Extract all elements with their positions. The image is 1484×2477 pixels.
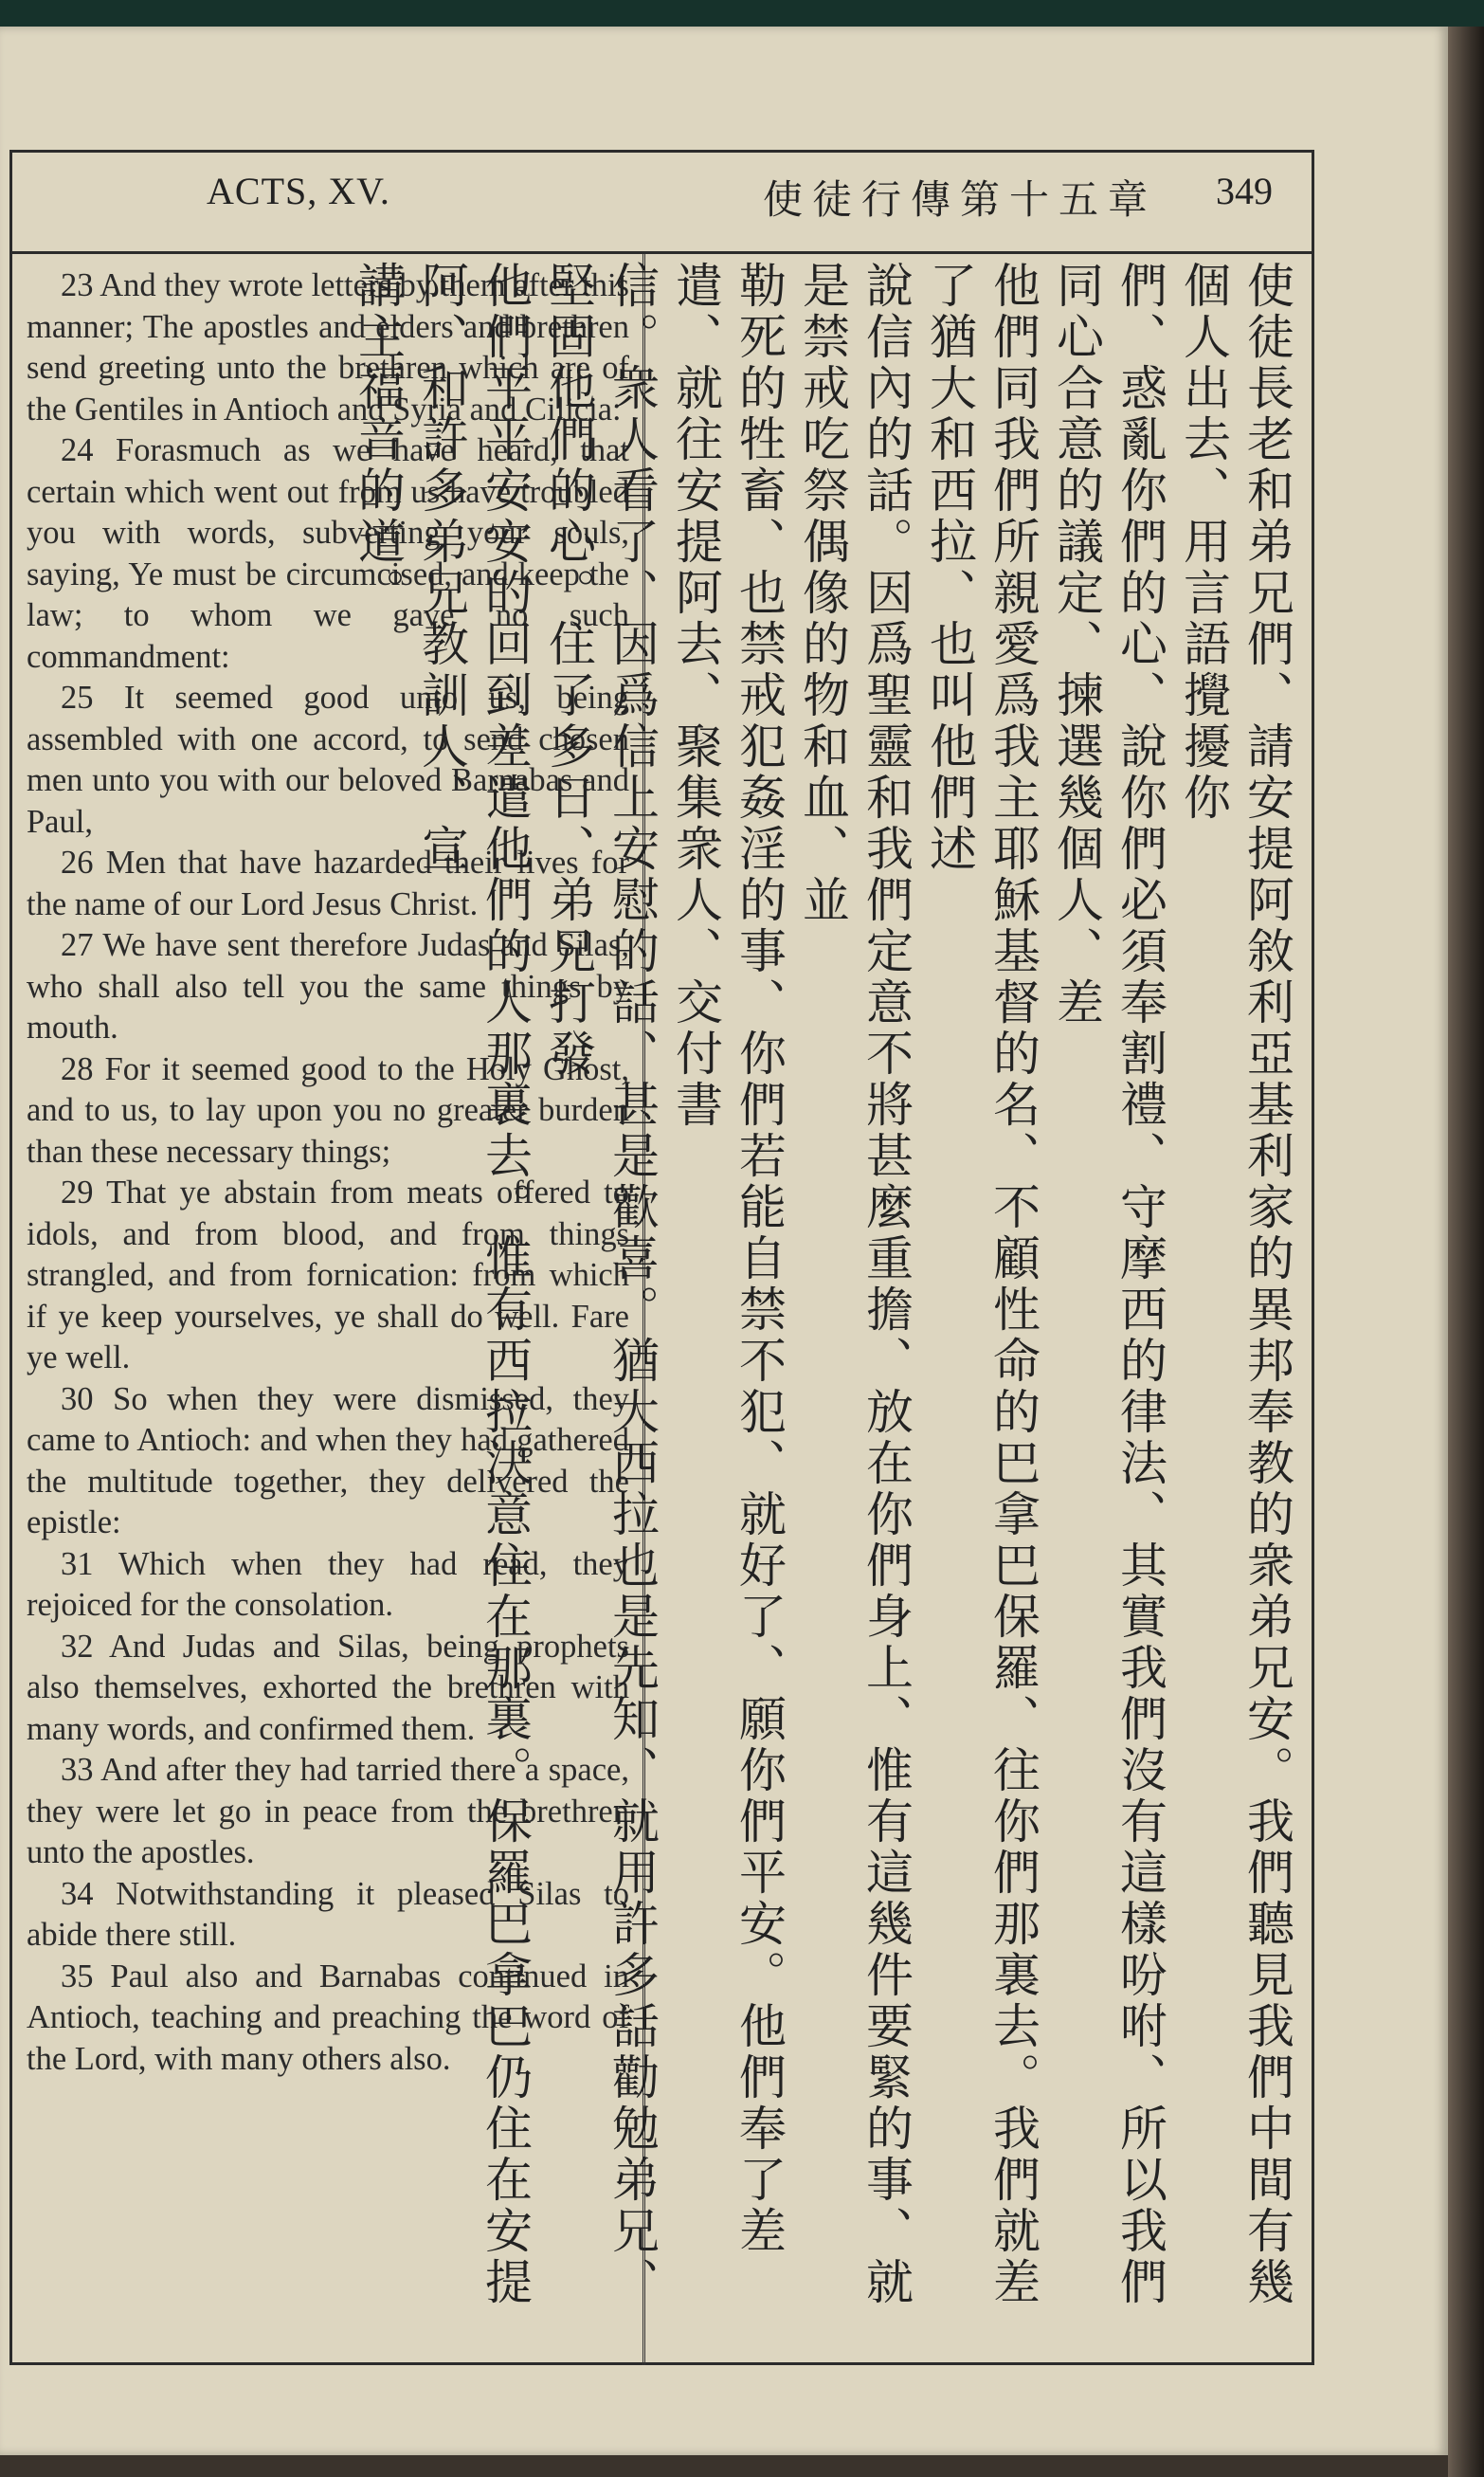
verse-text: And after they had tarried there a space, they were let go in peace from the brethren unto the apostles. xyxy=(27,1752,629,1870)
chinese-running-title: 使徒行傳第十五章 xyxy=(763,176,1158,223)
verse-number: 26 xyxy=(61,845,106,881)
chinese-column: 他們平平安安的回到差遣他們的人那裏去。惟有西拉決意住在那裏。保羅巴拿巴仍住在安提阿、和許多弟兄教訓人、宣 xyxy=(414,261,533,2308)
chinese-column: 勒死的牲畜、也禁戒犯姦淫的事、你們若能自禁不犯、就好了、願你們平安。他們奉了差遣、就往安提阿去、聚集衆人、交付書 xyxy=(668,261,787,2257)
verse-number: 28 xyxy=(61,1050,105,1087)
verse-number: 24 xyxy=(61,432,117,468)
top-edge xyxy=(0,0,1484,27)
verse-text: And they wrote letters by them after this manner; The apostles and elders and brethren send greeting unto the brethren which are of the Gentiles in Antioch and Syria and Cilicia: xyxy=(27,267,629,428)
verse-number: 34 xyxy=(61,1875,117,1912)
verse-text: And Judas and Silas, being prophets also themselves, exhorted the brethren with many words, and confirmed them. xyxy=(27,1628,629,1747)
verse-text: For it seemed good to the Holy Ghost, and to us, to lay upon you no greater burden than these necessary things; xyxy=(27,1050,629,1170)
english-running-title: ACTS, XV. xyxy=(207,170,390,212)
verse-number: 29 xyxy=(61,1175,107,1211)
chinese-column: 他們同我們所親愛爲我主耶穌基督的名、不顧性命的巴拿巴保羅、往你們那裏去。我們就差了猶大和西拉、也叫他們述 xyxy=(922,261,1041,2308)
verse-text: Which when they had read, they rejoiced for the consolation. xyxy=(27,1545,629,1623)
verse-number: 27 xyxy=(61,927,103,963)
verse-number: 23 xyxy=(61,267,100,303)
verse-text: We have sent therefore Judas and Silas, who shall also tell you the same things by mouth. xyxy=(27,927,629,1046)
verse-text: Paul also and Barnabas continued in Antioch, teaching and preaching the word of the Lord, with many others also. xyxy=(27,1958,629,2077)
verse-text: That ye abstain from meats offered to idols, and from blood, and from things strangled, and from fornication: from which if ye keep yourselves, ye shall do well. Fare ye well. xyxy=(27,1175,629,1375)
verse-number: 32 xyxy=(61,1628,109,1665)
chinese-column: 說信內的話。因爲聖靈和我們定意不將甚麼重擔、放在你們身上、惟有這幾件要緊的事、就是禁戒吃祭偶像的物和血、並 xyxy=(795,261,914,2308)
verse-text: It seemed good unto us, being assembled with one accord, to send chosen men unto you with our beloved Barnabas and Paul, xyxy=(27,680,630,840)
chinese-text-column xyxy=(351,261,1298,2351)
chinese-column: 講主福音的道。 xyxy=(351,261,406,619)
page-number: 349 xyxy=(1216,170,1273,212)
chinese-column: 信。衆人看了、因爲信上安慰的話、甚是歡喜。猶大西拉也是先知、就用許多話勸勉弟兄、堅固他們的心。住了多日、弟兄打發 xyxy=(541,261,660,2308)
verse-text: Notwithstanding it pleased Silas to abide there still. xyxy=(27,1875,630,1953)
book-spine xyxy=(1448,27,1484,2477)
chinese-column: 使徒長老和弟兄們、請安提阿敘利亞基利家的異邦奉教的衆弟兄安。我們聽見我們中間有幾個人出去、用言語攪擾你 xyxy=(1176,261,1294,2308)
verse-number: 33 xyxy=(61,1752,101,1788)
chinese-column: 們、惑亂你們的心、說你們必須奉割禮、守摩西的律法、其實我們沒有這樣吩咐、所以我們同心合意的議定、揀選幾個人、差 xyxy=(1049,261,1167,2308)
verse-text: Forasmuch as we have heard, that certain which went out from us have troubled you with words, subverting your souls, saying, Ye must be circumcised, and keep the law; to whom we gave no such commandment: xyxy=(27,432,629,675)
verse-number: 35 xyxy=(61,1958,111,1994)
verse-number: 31 xyxy=(61,1545,119,1582)
bottom-edge xyxy=(0,2455,1448,2477)
verse-number: 30 xyxy=(61,1380,114,1417)
verse-number: 25 xyxy=(61,680,124,716)
verse-text: So when they were dismissed, they came to Antioch: and when they had gathered the multitude together, they delivered the epistle: xyxy=(27,1380,630,1540)
verse-text: Men that have hazarded their lives for the name of our Lord Jesus Christ. xyxy=(27,845,629,922)
